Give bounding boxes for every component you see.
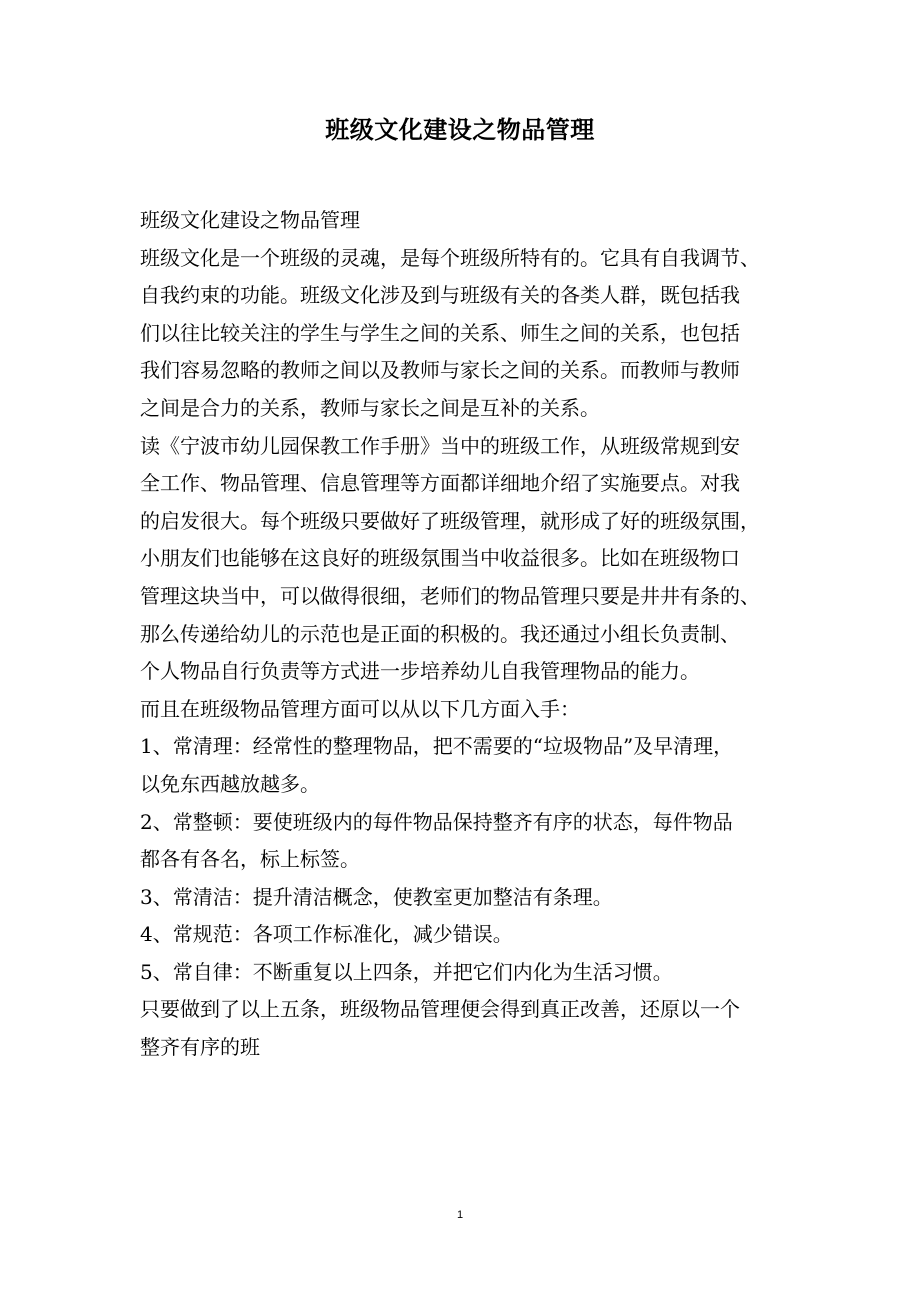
body-line: 个人物品自行负责等方式进一步培养幼儿自我管理物品的能力。 <box>140 659 700 684</box>
page-number: 1 <box>456 1209 464 1221</box>
body-line: 的启发很大。每个班级只要做好了班级管理，就形成了好的班级氛围， <box>140 508 760 533</box>
body-line: 只要做到了以上五条，班级物品管理便会得到真正改善，还原以一个 <box>140 997 740 1022</box>
body-line: 班级文化是一个班级的灵魂，是每个班级所特有的。它具有自我调节、 <box>140 245 760 270</box>
list-item-line: 4、常规范：各项工作标准化，减少错误。 <box>140 922 513 947</box>
list-item-line: 2、常整顿：要使班级内的每件物品保持整齐有序的状态，每件物品 <box>140 809 733 834</box>
body-line: 那么传递给幼儿的示范也是正面的积极的。我还通过小组长负责制、 <box>140 621 740 646</box>
body-line: 整齐有序的班 <box>140 1035 260 1060</box>
body-line: 而且在班级物品管理方面可以从以下几方面入手： <box>140 696 580 721</box>
body-line: 读《宁波市幼儿园保教工作手册》当中的班级工作，从班级常规到安 <box>140 433 740 458</box>
list-item-line: 都各有各名，标上标签。 <box>140 847 360 872</box>
body-line: 我们容易忽略的教师之间以及教师与家长之间的关系。而教师与教师 <box>140 358 740 383</box>
list-item-line: 3、常清洁：提升清洁概念，使教室更加整洁有条理。 <box>140 884 613 909</box>
body-line: 之间是合力的关系，教师与家长之间是互补的关系。 <box>140 395 600 420</box>
document-title: 班级文化建设之物品管理 <box>325 115 595 144</box>
list-item-line: 5、常自律：不断重复以上四条，并把它们内化为生活习惯。 <box>140 959 673 984</box>
body-line: 们以往比较关注的学生与学生之间的关系、师生之间的关系，也包括 <box>140 320 740 345</box>
body-line: 全工作、物品管理、信息管理等方面都详细地介绍了实施要点。对我 <box>140 471 740 496</box>
body-line: 班级文化建设之物品管理 <box>140 208 360 232</box>
document-body <box>140 202 792 1067</box>
list-item-line: 1、常清理：经常性的整理物品，把不需要的“垃圾物品”及早清理， <box>140 734 734 759</box>
body-line: 管理这块当中，可以做得很细，老师们的物品管理只要是井井有条的、 <box>140 583 760 608</box>
body-line: 自我约束的功能。班级文化涉及到与班级有关的各类人群，既包括我 <box>140 283 740 308</box>
body-line: 小朋友们也能够在这良好的班级氛围当中收益很多。比如在班级物口 <box>140 546 740 571</box>
list-item-line: 以免东西越放越多。 <box>140 771 320 796</box>
